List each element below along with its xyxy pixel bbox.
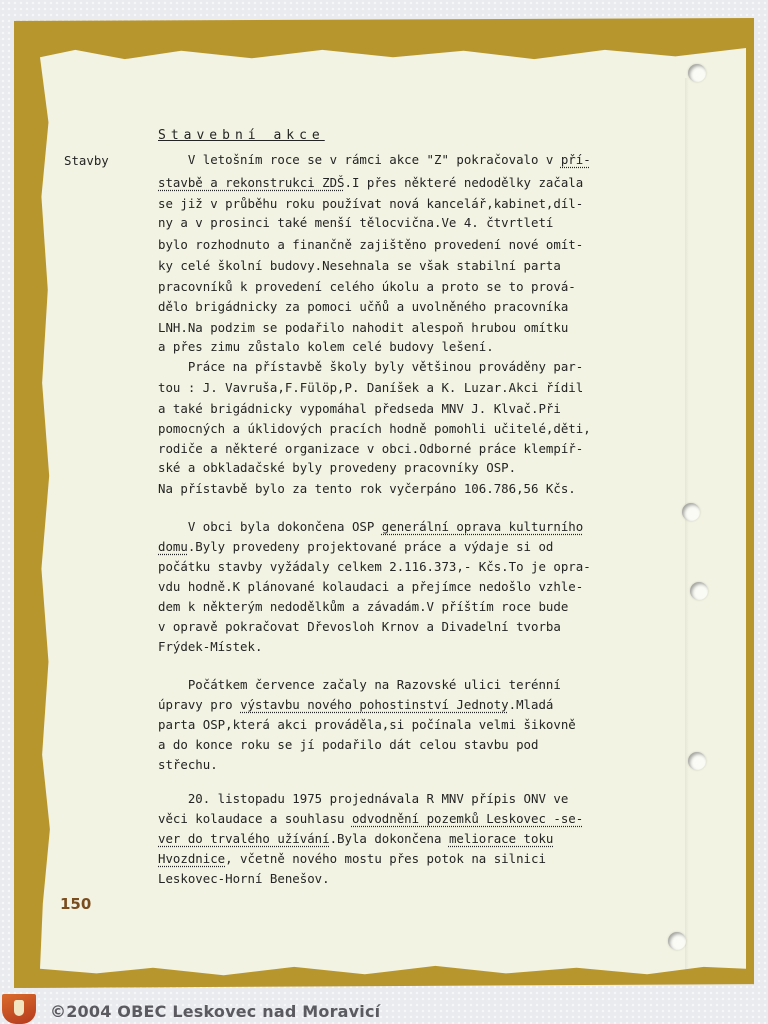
text-line: [158, 216, 553, 230]
text-segment: V obci byla dokončena OSP: [158, 519, 382, 534]
text-segment: pomocných a úklidových pracích hodně pomohli učitelé,děti,: [158, 421, 591, 436]
text-line: [158, 482, 576, 496]
text-line: [158, 280, 576, 294]
text-segment: dělo brigádnicky za pomoci učňů a uvolněného pracovníka: [158, 299, 569, 314]
text-segment: .Byly provedeny projektované práce a výdaje si od: [187, 539, 554, 554]
text-segment: střechu.: [158, 757, 218, 772]
text-segment: pracovníků k provedení celého úkolu a proto se to prová-: [158, 279, 576, 294]
underlined-text: meliorace toku: [448, 831, 554, 846]
text-segment: parta OSP,která akci prováděla,si počínala velmi šikovně: [158, 717, 576, 732]
underlined-text: domu: [158, 539, 188, 554]
text-segment: ky celé školní budovy.Nesehnala se však stabilní parta: [158, 258, 561, 273]
text-segment: Na přístavbě bylo za tento rok vyčerpáno 106.786,56 Kčs.: [158, 481, 576, 496]
text-line: [158, 698, 553, 712]
text-segment: .I přes některé nedodělky začala: [344, 175, 584, 190]
text-segment: Frýdek-Místek.: [158, 639, 263, 654]
text-line: [158, 580, 583, 594]
text-line: [158, 832, 553, 846]
text-segment: , včetně nového mostu přes potok na silnici: [225, 851, 546, 866]
text-line: [158, 678, 561, 692]
text-segment: vdu hodně.K plánované kolaudaci a přejímce nedošlo vzhle-: [158, 579, 584, 594]
text-line: [158, 792, 568, 806]
text-line: [158, 300, 568, 314]
text-line: [158, 640, 262, 654]
text-segment: .Mladá: [508, 697, 554, 712]
text-segment: dem k některým nedodělkům a závadám.V příštím roce bude: [158, 599, 569, 614]
underlined-text: odvodnění pozemků Leskovec -se-: [351, 811, 584, 826]
footer-bar: [0, 990, 768, 1024]
text-segment: V letošním roce se v rámci akce "Z" pokračovalo v: [158, 152, 561, 167]
text-segment: 20. listopadu 1975 projednávala R MNV přípis ONV ve: [158, 791, 569, 806]
copyright-text: ©2004 OBEC Leskovec nad Moravicí: [50, 1002, 381, 1021]
underlined-text: výstavbu nového pohostinství Jednoty: [240, 697, 509, 712]
text-line: [158, 259, 561, 273]
text-line: [158, 197, 583, 211]
margin-label: Stavby: [64, 153, 109, 168]
document-title: Stavební akce: [158, 128, 325, 143]
text-line: [158, 340, 494, 354]
underlined-text: ver do trvalého užívání: [158, 831, 330, 846]
text-line: [158, 520, 583, 534]
text-segment: věci kolaudace a souhlasu: [158, 811, 352, 826]
text-segment: Práce na přístavbě školy byly většinou prováděny par-: [158, 359, 584, 374]
text-line: [158, 461, 516, 475]
text-line: [158, 442, 583, 456]
text-line: [158, 852, 546, 866]
text-line: [158, 600, 568, 614]
text-segment: Počátkem července začaly na Razovské ulici terénní: [158, 677, 561, 692]
text-line: [158, 422, 591, 436]
text-segment: a přes zimu zůstalo kolem celé budovy lešení.: [158, 339, 494, 354]
text-segment: úpravy pro: [158, 697, 241, 712]
text-line: [158, 176, 583, 190]
text-segment: ny a v prosinci také menší tělocvična.Ve 4. čtvrtletí: [158, 215, 554, 230]
text-segment: ské a obkladačské byly provedeny pracovníky OSP.: [158, 460, 517, 475]
text-segment: se již v průběhu roku používat nová kancelář,kabinet,díl-: [158, 196, 584, 211]
text-line: [158, 402, 561, 416]
text-segment: LNH.Na podzim se podařilo nahodit alespoň hrubou omítku: [158, 320, 569, 335]
text-line: [158, 153, 591, 167]
text-line: [158, 872, 330, 886]
text-segment: a do konce roku se jí podařilo dát celou stavbu pod: [158, 737, 539, 752]
coat-of-arms-icon: [2, 994, 36, 1024]
text-segment: počátku stavby vyžádaly celkem 2.116.373,- Kčs.To je opra-: [158, 559, 591, 574]
text-segment: a také brigádnicky vypomáhal předseda MNV J. Klvač.Při: [158, 401, 561, 416]
text-line: [158, 620, 561, 634]
text-line: [158, 321, 568, 335]
text-line: [158, 360, 583, 374]
text-line: [158, 718, 576, 732]
text-line: [158, 812, 583, 826]
text-line: [158, 540, 553, 554]
text-line: [158, 758, 218, 772]
text-line: [158, 238, 583, 252]
text-segment: bylo rozhodnuto a finančně zajištěno provedení nové omít-: [158, 237, 584, 252]
text-segment: v opravě pokračovat Dřevosloh Krnov a Divadelní tvorba: [158, 619, 561, 634]
underlined-text: stavbě a rekonstrukci ZDŠ: [158, 175, 345, 190]
underlined-text: generální oprava kulturního: [381, 519, 584, 534]
underlined-text: pří-: [560, 152, 591, 167]
text-line: [158, 381, 583, 395]
text-segment: .Byla dokončena: [329, 831, 449, 846]
page-number: 150: [60, 895, 92, 913]
text-segment: rodiče a některé organizace v obci.Odborné práce klempíř-: [158, 441, 584, 456]
text-line: [158, 560, 591, 574]
underlined-text: Hvozdnice: [158, 851, 226, 866]
text-segment: tou : J. Vavruša,F.Fülöp,P. Daníšek a K. Luzar.Akci řídil: [158, 380, 584, 395]
text-segment: Leskovec-Horní Benešov.: [158, 871, 330, 886]
text-line: [158, 738, 538, 752]
